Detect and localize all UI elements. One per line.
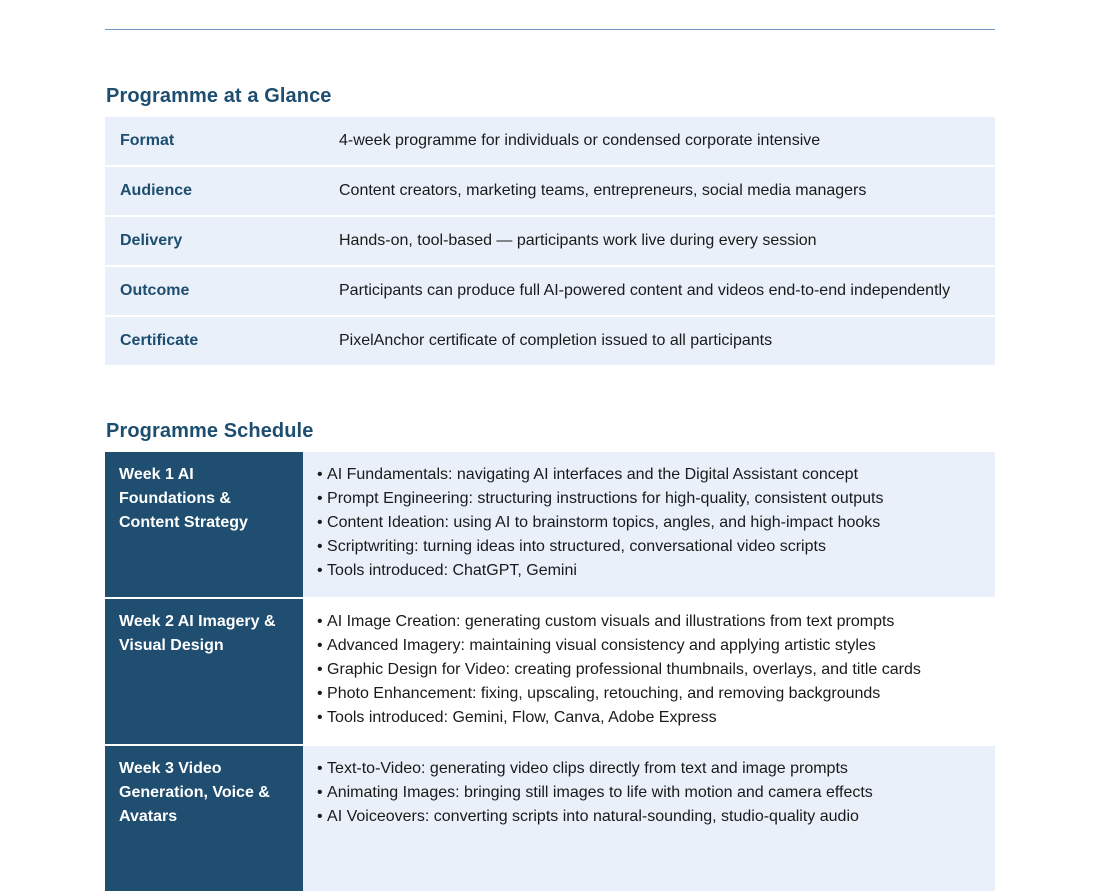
glance-table bbox=[105, 117, 995, 367]
glance-value: 4-week programme for individuals or condensed corporate intensive bbox=[339, 132, 821, 149]
list-item: • Graphic Design for Video: creating professional thumbnails, overlays, and title cards bbox=[317, 658, 995, 682]
glance-row-outcome bbox=[105, 267, 995, 315]
list-item: • Tools introduced: ChatGPT, Gemini bbox=[317, 559, 995, 583]
glance-value: Hands-on, tool-based — participants work live during every session bbox=[339, 232, 817, 249]
list-item: • Content Ideation: using AI to brainstorm topics, angles, and high-impact hooks bbox=[317, 511, 995, 535]
week-topic-list bbox=[303, 452, 995, 597]
glance-label: Format bbox=[120, 132, 175, 149]
glance-row-format bbox=[105, 117, 995, 165]
week-title: Week 3 Video Generation, Voice & Avatars bbox=[105, 746, 303, 891]
list-item: • Advanced Imagery: maintaining visual consistency and applying artistic styles bbox=[317, 634, 995, 658]
glance-value: Content creators, marketing teams, entrepreneurs, social media managers bbox=[339, 182, 867, 199]
glance-value: PixelAnchor certificate of completion issued to all participants bbox=[339, 332, 773, 349]
top-divider bbox=[105, 29, 995, 30]
section-title-schedule: Programme Schedule bbox=[106, 420, 314, 442]
glance-label: Delivery bbox=[120, 232, 183, 249]
glance-row-audience bbox=[105, 167, 995, 215]
list-item: • Photo Enhancement: fixing, upscaling, retouching, and removing backgrounds bbox=[317, 682, 995, 706]
week-topic-list bbox=[303, 599, 995, 744]
list-item: • Animating Images: bringing still images to life with motion and camera effects bbox=[317, 781, 995, 805]
list-item: • AI Fundamentals: navigating AI interfaces and the Digital Assistant concept bbox=[317, 463, 995, 487]
week-title: Week 2 AI Imagery & Visual Design bbox=[105, 599, 303, 744]
list-item: • Text-to-Video: generating video clips directly from text and image prompts bbox=[317, 757, 995, 781]
glance-label: Audience bbox=[120, 182, 193, 199]
list-item: • Scriptwriting: turning ideas into structured, conversational video scripts bbox=[317, 535, 995, 559]
week-topic-list bbox=[303, 746, 995, 891]
schedule-row-week-3 bbox=[105, 746, 995, 891]
schedule-row-week-2 bbox=[105, 599, 995, 744]
list-item: • AI Voiceovers: converting scripts into natural-sounding, studio-quality audio bbox=[317, 805, 995, 829]
glance-label: Outcome bbox=[120, 282, 190, 299]
schedule-row-week-1 bbox=[105, 452, 995, 597]
glance-value: Participants can produce full AI-powered content and videos end-to-end independently bbox=[339, 282, 951, 299]
week-title: Week 1 AI Foundations & Content Strategy bbox=[105, 452, 303, 597]
section-title-glance: Programme at a Glance bbox=[106, 85, 332, 107]
glance-row-certificate bbox=[105, 317, 995, 365]
glance-label: Certificate bbox=[120, 332, 199, 349]
list-item: • AI Image Creation: generating custom visuals and illustrations from text prompts bbox=[317, 610, 995, 634]
schedule-table bbox=[105, 452, 995, 893]
list-item: • Prompt Engineering: structuring instructions for high-quality, consistent outputs bbox=[317, 487, 995, 511]
list-item: • Tools introduced: Gemini, Flow, Canva, Adobe Express bbox=[317, 706, 995, 730]
glance-row-delivery bbox=[105, 217, 995, 265]
